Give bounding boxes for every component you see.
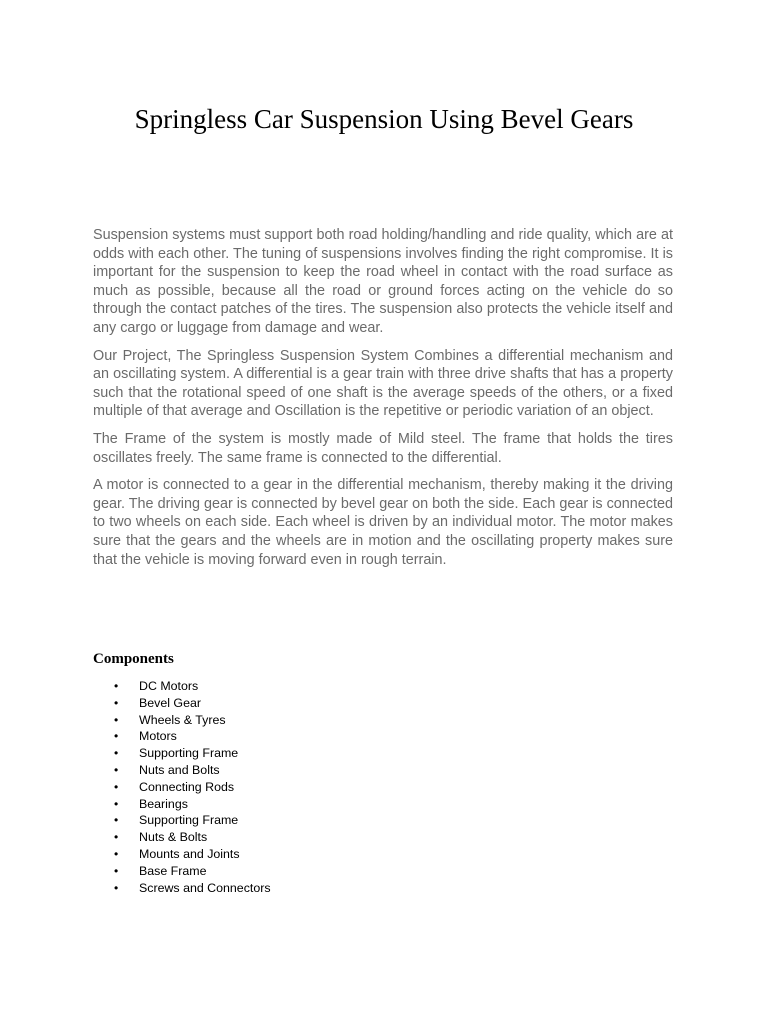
list-item	[93, 762, 271, 779]
list-item	[93, 745, 271, 762]
list-item-label: Wheels & Tyres	[139, 712, 226, 727]
list-item-label: Bevel Gear	[139, 695, 201, 710]
paragraph: The Frame of the system is mostly made of Mild steel. The frame that holds the tires oscillates freely. The same frame is connected to the differential.	[93, 430, 673, 466]
list-item-label: Screws and Connectors	[139, 880, 271, 895]
list-item	[93, 829, 271, 846]
list-item-label: Connecting Rods	[139, 779, 235, 794]
bullet-icon: •	[114, 813, 119, 828]
list-item-label: Base Frame	[139, 863, 207, 878]
bullet-icon: •	[114, 679, 119, 693]
bullet-icon: •	[114, 746, 119, 761]
list-item-label: DC Motors	[139, 679, 199, 693]
list-item	[93, 779, 271, 796]
bullet-icon: •	[114, 846, 119, 861]
bullet-icon: •	[114, 695, 119, 710]
paragraph: Our Project, The Springless Suspension System Combines a differential mechanism and an oscillating system. A differential is a gear train with three drive shafts that has a property such that the rotational speed of one shaft is the average speeds of the others, or a fixed multiple of that average and Oscillation is the repetitive or periodic variation of an object.	[93, 347, 673, 420]
list-item	[93, 712, 271, 729]
list-item-label: Supporting Frame	[139, 813, 239, 828]
list-item	[93, 728, 271, 745]
list-item-label: Supporting Frame	[139, 746, 239, 761]
components-list	[93, 678, 271, 896]
list-item-label: Mounts and Joints	[139, 846, 240, 861]
bullet-icon: •	[114, 729, 119, 744]
bullet-icon: •	[114, 863, 119, 878]
list-item	[93, 880, 271, 897]
document-title: Springless Car Suspension Using Bevel Gears	[134, 104, 634, 134]
bullet-icon: •	[114, 880, 119, 895]
list-item	[93, 695, 271, 712]
list-item-label: Motors	[139, 729, 177, 744]
list-item	[93, 678, 271, 695]
bullet-icon: •	[114, 779, 119, 794]
list-item	[93, 846, 271, 863]
bullet-icon: •	[114, 712, 119, 727]
bullet-icon: •	[114, 762, 119, 777]
paragraph: A motor is connected to a gear in the differential mechanism, thereby making it the driving gear. The driving gear is connected by bevel gear on both the side. Each gear is connected to two wheels on each side. Each wheel is driven by an individual motor. The motor makes sure that the gears and the wheels are in motion and the oscillating property makes sure that the vehicle is moving forward even in rough terrain.	[93, 477, 673, 568]
list-item	[93, 863, 271, 880]
list-item-label: Bearings	[139, 796, 188, 811]
list-item-label: Nuts and Bolts	[139, 762, 220, 777]
bullet-icon: •	[114, 796, 119, 811]
components-heading: Components	[93, 651, 174, 667]
bullet-icon: •	[114, 830, 119, 845]
list-item-label: Nuts & Bolts	[139, 830, 208, 845]
body-text	[93, 226, 673, 578]
list-item	[93, 796, 271, 813]
paragraph: Suspension systems must support both road holding/handling and ride quality, which are at odds with each other. The tuning of suspensions involves finding the right compromise. It is important for the suspension to keep the road wheel in contact with the road surface as much as possible, because all the road or ground forces acting on the vehicle do so through the contact patches of the tires. The suspension also protects the vehicle itself and any cargo or luggage from damage and wear.	[93, 227, 673, 336]
list-item	[93, 812, 271, 829]
